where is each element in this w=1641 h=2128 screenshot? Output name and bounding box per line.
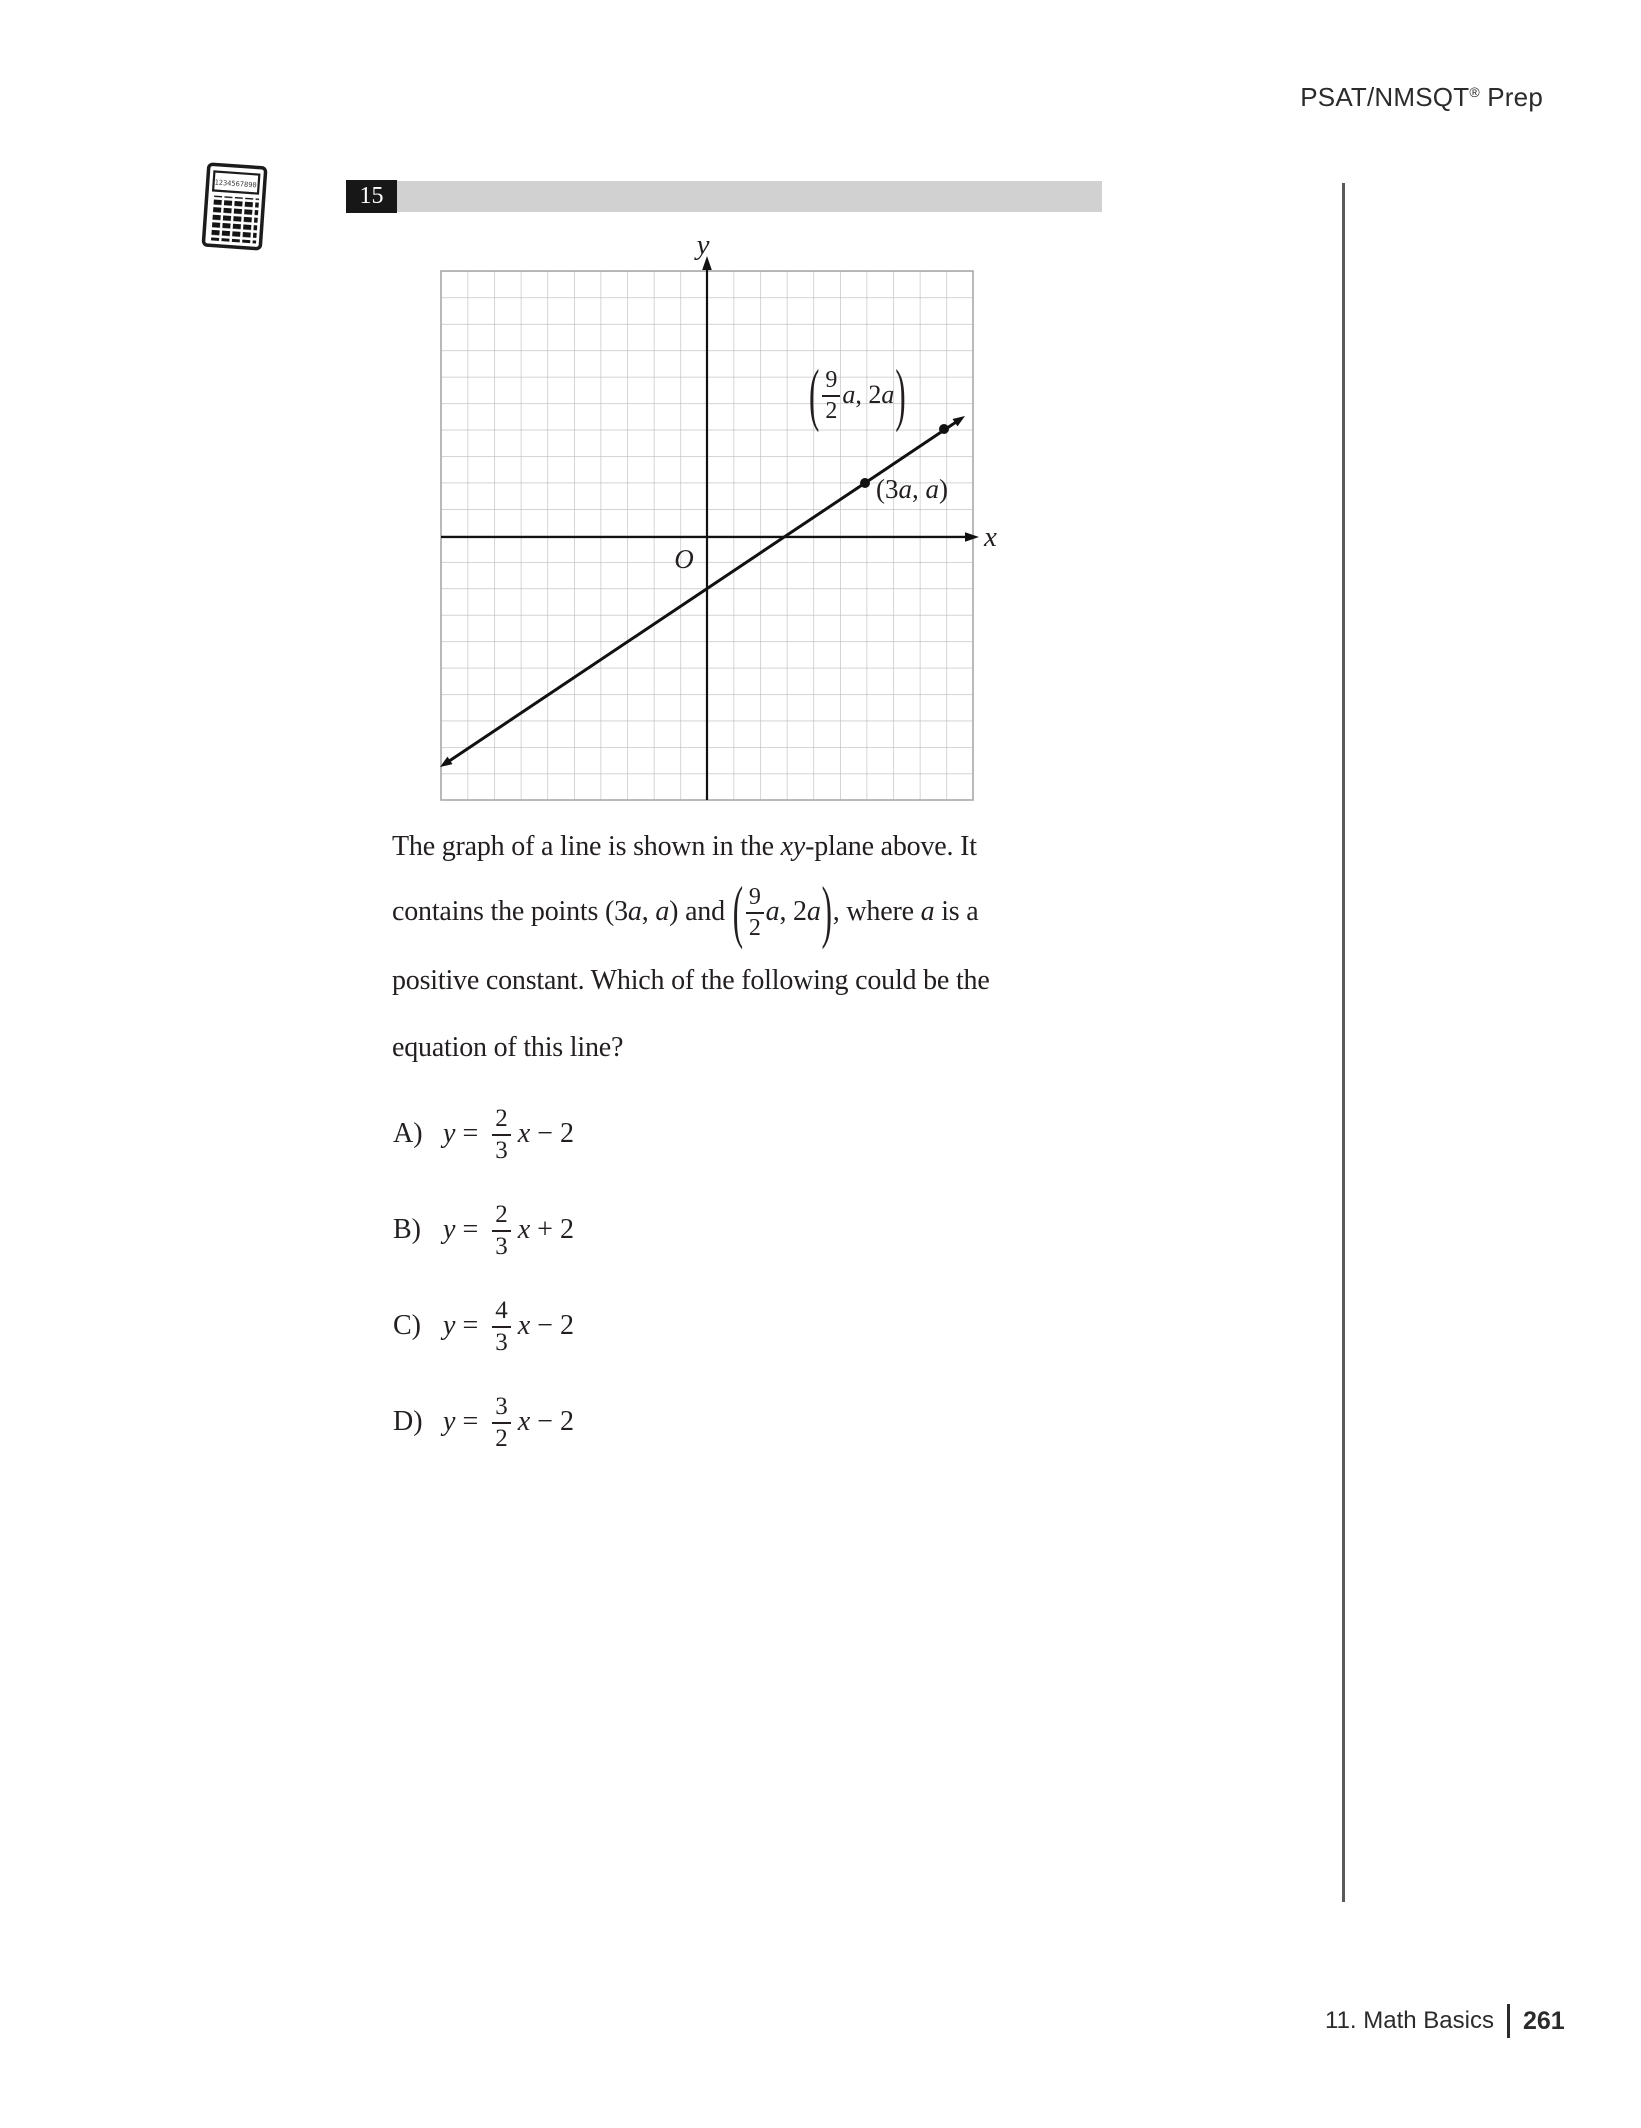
choice-c-numerator: 4 [492, 1297, 511, 1328]
point2-var-a2: a [881, 380, 895, 409]
choice-c-label: C) [393, 1310, 421, 1341]
choice-a[interactable] [393, 1104, 574, 1164]
choice-b-equals: = [462, 1214, 479, 1245]
xy-plane-graph [400, 230, 1060, 830]
point1-label [876, 474, 948, 505]
q2-open-paren: ( [732, 871, 743, 951]
choice-b-x: x [517, 1214, 531, 1245]
choice-c[interactable] [393, 1296, 574, 1356]
q1-xy-var: xy [780, 831, 806, 862]
calculator-display-digits: 1234567890 [214, 178, 257, 190]
choice-c-tail: − 2 [537, 1310, 574, 1341]
header-title: PSAT/NMSQT [1300, 82, 1470, 112]
point2-fraction-denominator: 2 [825, 398, 838, 424]
choice-a-equals: = [462, 1118, 479, 1149]
point2-fraction [822, 367, 840, 423]
point1-post: ) [939, 474, 948, 504]
point2-mid: , 2 [855, 380, 882, 409]
point-3a-a [860, 478, 870, 488]
q2-var-a2: a [655, 895, 670, 927]
choice-d-tail: − 2 [537, 1406, 574, 1437]
running-header [1300, 82, 1543, 113]
point2-var-a: a [842, 380, 856, 409]
choice-b-denominator: 3 [495, 1233, 508, 1260]
page-footer [1325, 2004, 1565, 2038]
choice-c-denominator: 3 [495, 1329, 508, 1356]
choice-a-denominator: 3 [495, 1137, 508, 1164]
q2-fraction-denominator: 2 [748, 915, 761, 941]
question-line-2 [392, 871, 979, 951]
q2-var-a: a [627, 895, 642, 927]
choice-a-y: y [443, 1118, 456, 1149]
point2-label [808, 356, 907, 434]
q2-where: , where [832, 895, 921, 927]
footer-divider [1507, 2004, 1510, 2038]
page-number: 261 [1522, 2006, 1565, 2035]
q2-comma: , [641, 895, 656, 927]
point1-var-a: a [898, 474, 912, 504]
choice-d-equals: = [462, 1406, 479, 1437]
choice-c-y: y [443, 1310, 456, 1341]
x-axis-label: x [984, 521, 997, 553]
choice-a-label: A) [393, 1118, 423, 1149]
choice-b-numerator: 2 [492, 1201, 511, 1232]
choice-b-y: y [443, 1214, 456, 1245]
q1-text: The graph of a line is shown in the [392, 831, 781, 862]
registered-mark: ® [1469, 84, 1480, 100]
header-title-rest: Prep [1479, 82, 1543, 112]
origin-label: O [674, 544, 694, 574]
q2-close-paren: ) [821, 871, 832, 951]
chapter-title: 11. Math Basics [1325, 2007, 1494, 2034]
choice-c-x: x [517, 1310, 531, 1341]
choice-a-fraction [492, 1105, 511, 1163]
question-number-box [346, 180, 397, 213]
choice-a-x: x [517, 1118, 531, 1149]
q2-frac-mid: , 2 [779, 895, 807, 927]
choice-d-numerator: 3 [492, 1393, 511, 1424]
choice-b-tail: + 2 [537, 1214, 574, 1245]
question-line-1 [392, 831, 977, 863]
q2-var-a3: a [920, 895, 935, 927]
point1-mid: , [912, 474, 926, 504]
q2-and: ) and [669, 895, 732, 927]
q1-text-end: -plane above. It [805, 831, 977, 862]
calculator-keys [209, 195, 259, 243]
question-line-4: equation of this line? [392, 1032, 624, 1063]
choice-b-fraction [492, 1201, 511, 1259]
q2-frac-var-a2: a [806, 895, 821, 927]
choice-d-denominator: 2 [495, 1425, 508, 1452]
q2-fraction-numerator: 9 [746, 884, 764, 914]
y-axis-label: y [696, 230, 710, 261]
calculator-icon [200, 161, 270, 253]
choice-b-label: B) [393, 1214, 421, 1245]
q2-fraction [746, 884, 764, 940]
question-header-bar [397, 181, 1102, 212]
choice-d[interactable] [393, 1392, 574, 1452]
choice-c-equals: = [462, 1310, 479, 1341]
question-number: 15 [359, 183, 384, 209]
point1-var-a2: a [925, 474, 939, 504]
point2-fraction-numerator: 9 [822, 367, 840, 397]
q2-text: contains the points (3 [392, 895, 628, 927]
point-9halfa-2a [939, 424, 949, 434]
choice-d-x: x [517, 1406, 531, 1437]
question-number-row [346, 180, 1102, 213]
q2-frac-var-a: a [765, 895, 780, 927]
choice-a-numerator: 2 [492, 1105, 511, 1136]
choice-d-y: y [443, 1406, 456, 1437]
choice-b[interactable] [393, 1200, 574, 1260]
choice-d-fraction [492, 1393, 511, 1451]
point2-close-paren: ) [895, 354, 906, 434]
point1-pre: (3 [876, 474, 899, 504]
q2-is-a: is a [934, 895, 979, 927]
choice-c-fraction [492, 1297, 511, 1355]
question-line-3: positive constant. Which of the following could be the [392, 965, 990, 996]
point2-open-paren: ( [809, 354, 820, 434]
choice-a-tail: − 2 [537, 1118, 574, 1149]
page-divider-rule [1342, 183, 1345, 1902]
choice-d-label: D) [393, 1406, 423, 1437]
